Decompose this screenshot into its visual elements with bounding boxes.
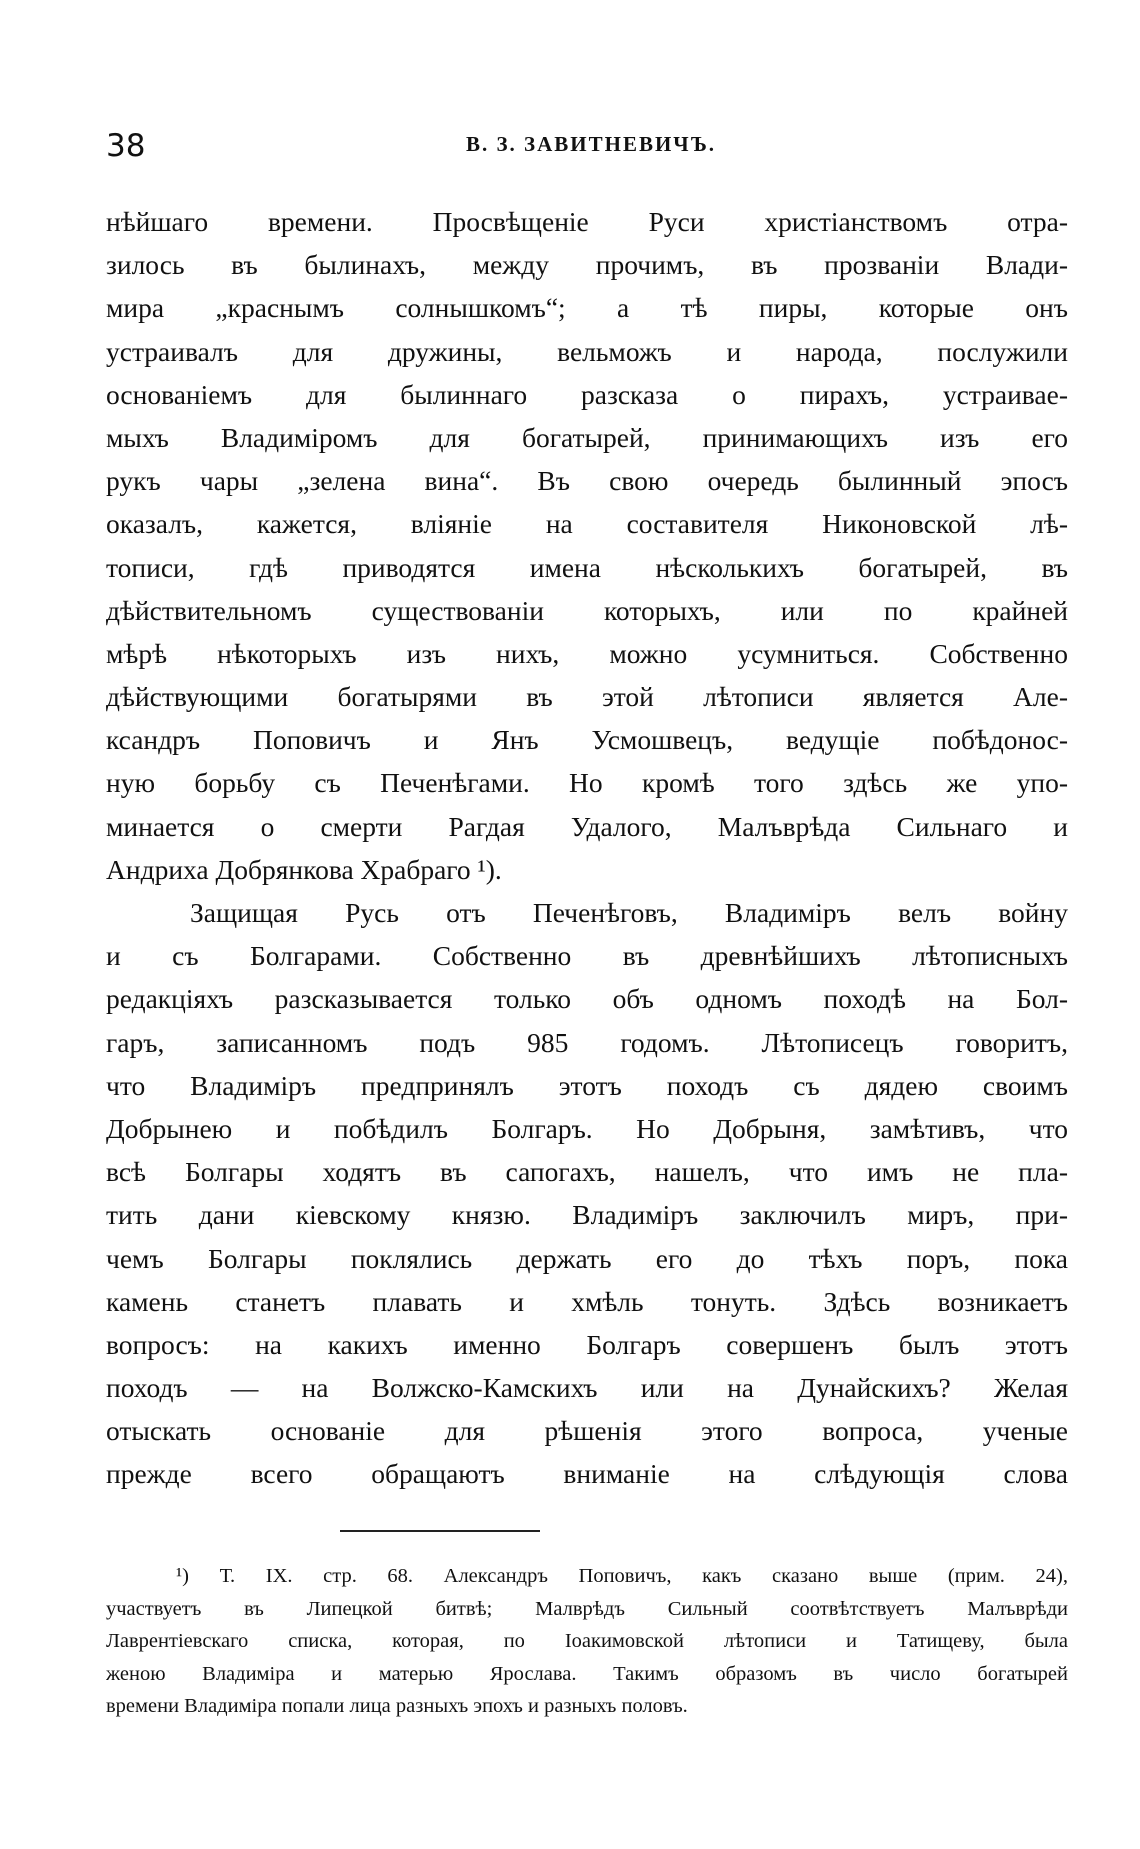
text-line: дѣйствующими богатырями въ этой лѣтописи является Але- [106,681,1068,713]
text-line: камень станетъ плавать и хмѣль тонуть. Здѣсь возникаетъ [106,1285,1068,1317]
text-line: и съ Болгарами. Собственно въ древнѣйшихъ лѣтописныхъ [106,940,1068,972]
body-text [106,200,1068,1496]
text-line: мыхъ Владиміромъ для богатырей, принимающихъ изъ его [106,421,1068,453]
text-line: зилось въ былинахъ, между прочимъ, въ прозваніи Влади- [106,249,1068,281]
footnote-line: ¹) Т. IX. стр. 68. Александръ Поповичъ, какъ сказано выше (прим. 24), [176,1565,1068,1587]
text-line: ксандръ Поповичъ и Янъ Усмошвецъ, ведущіе побѣдонос- [106,724,1068,756]
text-line: Андриха Добрянкова Храбраго ¹). [106,853,502,885]
text-line: походъ — на Волжско-Камскихъ или на Дунайскихъ? Желая [106,1372,1068,1404]
text-line: чемъ Болгары поклялись держать его до тѣхъ поръ, пока [106,1242,1068,1274]
text-line: мѣрѣ нѣкоторыхъ изъ нихъ, можно усумниться. Собственно [106,637,1068,669]
text-line: основаніемъ для былиннаго разсказа о пирахъ, устраивае- [106,378,1068,410]
text-line: нѣйшаго времени. Просвѣщеніе Руси христіанствомъ отра- [106,206,1068,237]
text-line: вопросъ: на какихъ именно Болгаръ совершенъ былъ этотъ [106,1328,1068,1360]
text-line: устраивалъ для дружины, вельможъ и народа, послужили [106,335,1068,367]
paragraph-start-line: Защищая Русь отъ Печенѣговъ, Владиміръ велъ войну [190,897,1068,928]
page-number: 38 [106,128,146,164]
running-head [106,128,1076,168]
text-line: редакціяхъ разсказывается только объ одномъ походѣ на Бол- [106,983,1068,1015]
text-line: отыскать основаніе для рѣшенія этого вопроса, ученые [106,1415,1068,1447]
footnote-line: участвуетъ въ Липецкой битвѣ; Малврѣдъ Сильный соотвѣтствуетъ Малъврѣди [106,1597,1068,1620]
text-line: мира „краснымъ солнышкомъ“; а тѣ пиры, которые онъ [106,292,1068,324]
text-line: прежде всего обращаютъ вниманіе на слѣдующія слова [106,1458,1068,1490]
text-line: всѣ Болгары ходятъ въ сапогахъ, нашелъ, что имъ не пла- [106,1156,1068,1188]
text-line: гаръ, записанномъ подъ 985 годомъ. Лѣтописецъ говоритъ, [106,1026,1068,1058]
text-line: что Владиміръ предпринялъ этотъ походъ съ дядею своимъ [106,1069,1068,1101]
footnotes [106,1560,1068,1723]
footnote-line: женою Владиміра и матерью Ярослава. Такимъ образомъ въ число богатырей [106,1662,1068,1685]
text-line: Добрынею и побѣдилъ Болгаръ. Но Добрыня, замѣтивъ, что [106,1112,1068,1144]
text-line: ную борьбу съ Печенѣгами. Но кромѣ того здѣсь же упо- [106,767,1068,799]
text-line: дѣйствительномъ существованіи которыхъ, или по крайней [106,594,1068,626]
text-line: тить дани кіевскому князю. Владиміръ заключилъ миръ, при- [106,1199,1068,1231]
footnote-line: Лаврентіевскаго списка, которая, по Іоакимовской лѣтописи и Татищеву, была [106,1630,1068,1653]
text-line: минается о смерти Рагдая Удалого, Малъврѣда Сильнаго и [106,810,1068,842]
text-line: тописи, гдѣ приводятся имена нѣсколькихъ богатырей, въ [106,551,1068,583]
text-line: оказалъ, кажется, вліяніе на составителя Никоновской лѣ- [106,508,1068,540]
running-head-author: В. З. ЗАВИТНЕВИЧЪ. [465,132,717,156]
text-line: рукъ чары „зелена вина“. Въ свою очередь былинный эпосъ [106,465,1068,497]
footnote-divider [340,1530,540,1532]
footnote-line: времени Владиміра попали лица разныхъ эпохъ и разныхъ половъ. [106,1695,688,1718]
